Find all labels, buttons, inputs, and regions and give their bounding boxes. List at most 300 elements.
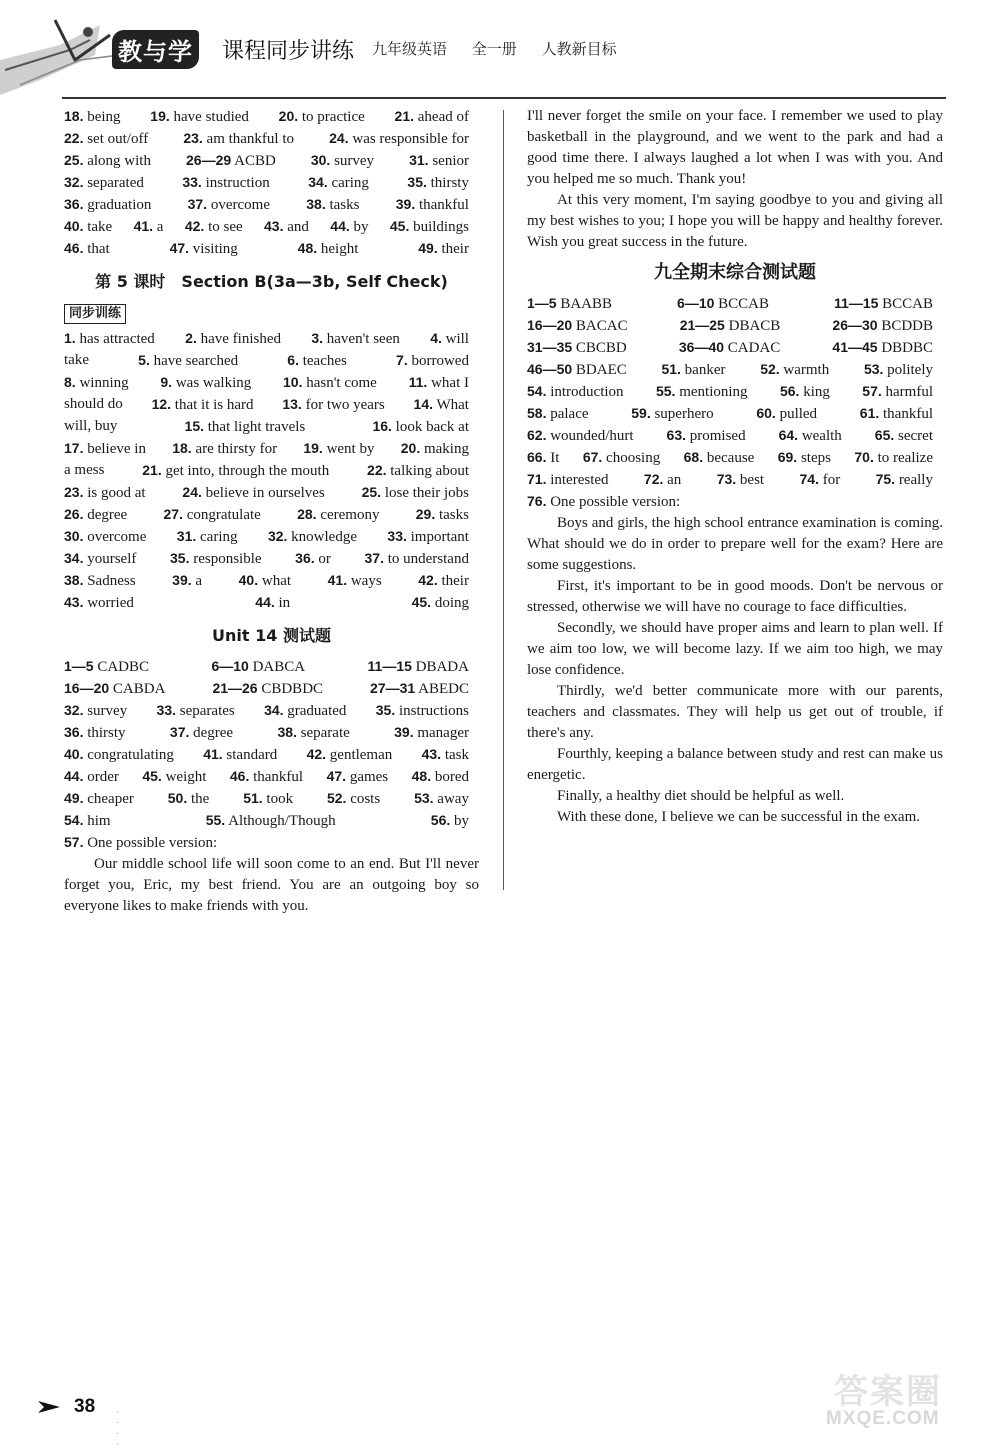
answer-number: 52. bbox=[760, 361, 780, 377]
answer-text: harmful bbox=[885, 384, 933, 400]
answer-number: 32. bbox=[64, 702, 84, 718]
answer-number: 71. bbox=[527, 471, 547, 487]
answer-text: ahead of bbox=[417, 109, 469, 125]
answer-item bbox=[64, 722, 126, 744]
answer-item bbox=[394, 722, 469, 744]
answer-item bbox=[367, 460, 469, 482]
page-number: 38 bbox=[74, 1396, 96, 1417]
answer-text: by bbox=[454, 813, 469, 829]
answer-item bbox=[64, 526, 146, 548]
answer-number: 34. bbox=[308, 174, 328, 190]
answer-item bbox=[327, 788, 380, 810]
answer-number: 30. bbox=[64, 528, 84, 544]
answer-text: BDAEC bbox=[575, 362, 627, 378]
answer-line bbox=[64, 548, 479, 570]
answer-text: being bbox=[87, 109, 121, 125]
answer-item bbox=[327, 766, 389, 788]
answer-number: 44. bbox=[330, 218, 350, 234]
answer-text: BACAC bbox=[575, 318, 628, 334]
answer-item bbox=[152, 394, 254, 416]
answer-item bbox=[311, 150, 374, 172]
answer-number: 35. bbox=[170, 550, 190, 566]
answer-number: 46. bbox=[64, 240, 84, 256]
answer-number: 70. bbox=[854, 449, 874, 465]
answer-number: 37. bbox=[187, 196, 208, 212]
answer-text: should do bbox=[64, 396, 123, 412]
answer-text: making bbox=[423, 441, 469, 457]
answer-item bbox=[150, 106, 249, 128]
answer-number: 10. bbox=[283, 374, 303, 390]
answer-text: superhero bbox=[654, 406, 714, 422]
answer-item bbox=[64, 678, 165, 700]
watermark-url: MXQE.COM bbox=[826, 1408, 940, 1429]
answer-number: 33. bbox=[387, 528, 407, 544]
answer-item bbox=[372, 416, 469, 438]
answer-text: ABEDC bbox=[418, 681, 469, 697]
answer-line bbox=[527, 337, 943, 359]
answer-item bbox=[412, 592, 469, 614]
answer-item bbox=[177, 526, 238, 548]
answer-number: 5. bbox=[138, 352, 150, 368]
answer-item bbox=[277, 722, 349, 744]
answer-number: 42. bbox=[306, 746, 327, 762]
answer-number: 32. bbox=[267, 528, 288, 544]
answer-item bbox=[414, 788, 469, 810]
essay2-label bbox=[527, 491, 943, 513]
answer-number: 31. bbox=[176, 528, 197, 544]
answer-line bbox=[64, 172, 479, 194]
essay-paragraph-continued: I'll never forget the smile on your face. I remember we used to play basketball in the playground, and we went to the park and had a good time there. I always laughed a lot when I was with you. And you helped me so much. Thank you! bbox=[527, 108, 943, 187]
answer-number: 16—20 bbox=[527, 317, 573, 333]
answer-item bbox=[188, 194, 270, 216]
answer-number: 39. bbox=[395, 196, 416, 212]
answer-number: 49. bbox=[64, 790, 84, 806]
answer-item bbox=[282, 394, 384, 416]
answer-text: borrowed bbox=[411, 353, 469, 369]
answer-item bbox=[583, 447, 660, 469]
answer-number: 40. bbox=[64, 218, 84, 234]
answer-text: take bbox=[87, 219, 113, 235]
answer-text: ways bbox=[350, 573, 382, 589]
answer-text: separated bbox=[87, 175, 144, 191]
answer-text: steps bbox=[800, 450, 831, 466]
answer-number: 34. bbox=[264, 702, 284, 718]
answer-item bbox=[297, 504, 379, 526]
answer-item bbox=[677, 293, 769, 315]
answer-item bbox=[414, 394, 469, 416]
answer-item bbox=[407, 172, 469, 194]
answer-item bbox=[185, 416, 306, 438]
answer-number: 35. bbox=[407, 174, 427, 190]
answer-item bbox=[170, 722, 233, 744]
answer-text: instruction bbox=[205, 175, 270, 191]
answer-item bbox=[412, 766, 469, 788]
answer-item bbox=[64, 128, 148, 150]
answer-text: have searched bbox=[153, 353, 239, 369]
answer-item bbox=[172, 438, 277, 460]
essay-paragraph: Secondly, we should have proper aims and learn to plan well. If we aim too low, we will become lazy. If we aim too high, we may lose confidence. bbox=[527, 620, 943, 678]
footer-dots: · · · · bbox=[116, 1406, 124, 1450]
answer-text: that it is hard bbox=[174, 397, 254, 413]
answer-text: haven't seen bbox=[326, 331, 400, 347]
answer-number: 34. bbox=[64, 550, 84, 566]
answer-number: 63. bbox=[666, 427, 687, 443]
answer-item bbox=[779, 425, 842, 447]
answer-item bbox=[64, 194, 151, 216]
answer-item bbox=[172, 570, 202, 592]
answer-text: standard bbox=[226, 747, 278, 763]
answer-number: 35. bbox=[375, 702, 396, 718]
answer-item bbox=[860, 403, 933, 425]
answer-item bbox=[527, 403, 589, 425]
answer-item bbox=[64, 504, 127, 526]
answer-text: doing bbox=[434, 595, 469, 611]
answer-text: tasks bbox=[329, 197, 360, 213]
answer-line bbox=[64, 238, 479, 260]
answer-text: important bbox=[410, 529, 469, 545]
answer-number: 62. bbox=[527, 427, 547, 443]
answer-number: 61. bbox=[859, 405, 880, 421]
answer-item bbox=[64, 394, 123, 416]
answer-text: separate bbox=[300, 725, 350, 741]
answer-text: and bbox=[287, 219, 309, 235]
answer-text: was walking bbox=[175, 375, 252, 391]
answer-text: went by bbox=[326, 441, 375, 457]
answer-text: him bbox=[87, 813, 111, 829]
answer-item bbox=[64, 656, 149, 678]
answer-item bbox=[185, 216, 243, 238]
answer-item bbox=[862, 381, 933, 403]
answer-text: palace bbox=[550, 406, 589, 422]
answer-number: 19. bbox=[303, 440, 323, 456]
answer-number: 53. bbox=[414, 790, 434, 806]
answer-text: secret bbox=[898, 428, 933, 444]
edition: 人教新目标 bbox=[541, 40, 617, 58]
answer-text: set out/off bbox=[87, 131, 149, 147]
answer-text: introduction bbox=[550, 384, 624, 400]
answer-item bbox=[307, 744, 393, 766]
answer-text: get into, through the mouth bbox=[165, 463, 330, 479]
answer-number: 27—31 bbox=[370, 680, 416, 696]
answer-line bbox=[64, 372, 479, 394]
answer-number: 21—25 bbox=[679, 317, 725, 333]
answer-item bbox=[717, 469, 764, 491]
answer-item bbox=[279, 106, 365, 128]
answer-text: games bbox=[349, 769, 389, 785]
answer-number: 13. bbox=[282, 396, 302, 412]
answer-number: 18. bbox=[172, 440, 192, 456]
essay-label bbox=[64, 832, 479, 854]
answer-number: 25. bbox=[64, 152, 84, 168]
answer-item bbox=[876, 469, 933, 491]
answer-item bbox=[64, 416, 117, 438]
answer-number: 29. bbox=[415, 506, 436, 522]
answers-block-final-test bbox=[527, 293, 943, 491]
answer-number: 11—15 bbox=[367, 658, 412, 674]
answer-item bbox=[644, 469, 681, 491]
answer-number: 8. bbox=[64, 374, 76, 390]
answer-item bbox=[64, 788, 134, 810]
answer-number: 43. bbox=[64, 594, 84, 610]
answer-item bbox=[255, 592, 290, 614]
answer-text: congratulate bbox=[186, 507, 261, 523]
answer-item bbox=[64, 172, 144, 194]
answer-number: 53. bbox=[863, 361, 884, 377]
answer-number: 14. bbox=[413, 396, 433, 412]
answer-item bbox=[667, 425, 746, 447]
answer-item bbox=[396, 194, 469, 216]
answer-item bbox=[160, 372, 251, 394]
answer-item bbox=[268, 526, 357, 548]
answer-item bbox=[431, 810, 469, 832]
answer-item bbox=[661, 359, 725, 381]
answer-number: 26—29 bbox=[186, 152, 232, 168]
answer-number: 41—45 bbox=[832, 339, 878, 355]
answer-text: CADAC bbox=[727, 340, 781, 356]
answer-item bbox=[182, 172, 269, 194]
section-title-lesson5: 第 5 课时 Section B(3a—3b, Self Check) bbox=[95, 272, 448, 291]
answer-item bbox=[362, 482, 469, 504]
answer-line bbox=[527, 315, 943, 337]
answer-number: 45. bbox=[389, 218, 410, 234]
answer-text: the bbox=[190, 791, 210, 807]
answer-text: for bbox=[822, 472, 841, 488]
answer-text: in bbox=[278, 595, 291, 611]
answer-line bbox=[64, 810, 479, 832]
essay-paragraph: First, it's important to be in good moods. Don't be nervous or stressed, otherwise we will have no courage to face difficulties. bbox=[527, 578, 943, 615]
answer-text: warmth bbox=[783, 362, 830, 378]
answer-text: gentleman bbox=[329, 747, 393, 763]
answer-item bbox=[760, 359, 829, 381]
answer-item bbox=[186, 150, 276, 172]
answer-number: 39. bbox=[394, 724, 414, 740]
answer-number: 55. bbox=[205, 812, 226, 828]
answer-line bbox=[527, 469, 943, 491]
answer-item bbox=[832, 337, 933, 359]
answer-item bbox=[168, 788, 210, 810]
answer-number: 66. bbox=[527, 449, 547, 465]
answer-number: 74. bbox=[799, 471, 819, 487]
answer-number: 6—10 bbox=[677, 295, 715, 311]
answer-item bbox=[368, 656, 469, 678]
answer-item bbox=[527, 337, 627, 359]
answer-text: for two years bbox=[305, 397, 385, 413]
answer-text: CABDA bbox=[112, 681, 166, 697]
answer-text: wounded/hurt bbox=[550, 428, 634, 444]
answer-number: 1—5 bbox=[527, 295, 557, 311]
answer-item bbox=[854, 447, 933, 469]
answer-text: will bbox=[445, 331, 469, 347]
answer-text: CBCBD bbox=[575, 340, 627, 356]
answer-number: 45. bbox=[142, 768, 162, 784]
answer-text: It bbox=[550, 450, 560, 466]
answer-number: 41. bbox=[203, 746, 223, 762]
answer-item bbox=[157, 700, 235, 722]
answer-line bbox=[64, 128, 479, 150]
essay-paragraph-closing: At this very moment, I'm saying goodbye to you and giving all my best wishes to you; I hope you will be happy and healthy forever. Wish you great success in the future. bbox=[527, 192, 943, 250]
answer-number: 26. bbox=[64, 506, 84, 522]
answer-number: 25. bbox=[361, 484, 382, 500]
answer-text: that light travels bbox=[207, 419, 306, 435]
essay2-label-number: 76. bbox=[527, 493, 547, 509]
answer-line bbox=[527, 403, 943, 425]
answer-item bbox=[832, 315, 933, 337]
answer-number: 7. bbox=[396, 352, 408, 368]
answer-item bbox=[211, 656, 305, 678]
answer-item bbox=[311, 328, 400, 350]
answer-line bbox=[64, 592, 479, 614]
answer-line bbox=[64, 194, 479, 216]
answer-line bbox=[527, 381, 943, 403]
answer-item bbox=[756, 403, 817, 425]
answer-line bbox=[64, 656, 479, 678]
answer-line bbox=[527, 359, 943, 381]
answer-text: order bbox=[87, 769, 119, 785]
answer-number: 42. bbox=[418, 572, 438, 588]
answer-text: overcome bbox=[210, 197, 270, 213]
answer-number: 58. bbox=[527, 405, 547, 421]
answer-text: what I bbox=[431, 375, 469, 391]
answer-number: 24. bbox=[182, 484, 202, 500]
answer-text: separates bbox=[179, 703, 235, 719]
answer-item bbox=[64, 150, 151, 172]
answer-item bbox=[864, 359, 933, 381]
answer-item bbox=[64, 328, 155, 350]
essay2-label-text: One possible version: bbox=[550, 494, 681, 510]
answer-text: thirsty bbox=[87, 725, 126, 741]
answer-text: what bbox=[261, 573, 292, 589]
answer-item bbox=[206, 810, 336, 832]
answer-text: thankful bbox=[418, 197, 469, 213]
answer-item bbox=[527, 381, 624, 403]
answer-text: promised bbox=[689, 428, 746, 444]
essay2-body bbox=[527, 513, 943, 828]
answer-text: buildings bbox=[413, 219, 469, 235]
answer-text: ceremony bbox=[320, 507, 380, 523]
answer-text: their bbox=[441, 241, 469, 257]
answer-line bbox=[64, 460, 479, 482]
answer-text: cheaper bbox=[87, 791, 134, 807]
answer-number: 31. bbox=[409, 152, 429, 168]
answer-text: weight bbox=[165, 769, 207, 785]
answer-line bbox=[64, 438, 479, 460]
answer-item bbox=[527, 315, 628, 337]
answer-text: BCCAB bbox=[882, 296, 933, 312]
essay-label-text: One possible version: bbox=[87, 835, 218, 851]
answer-text: that bbox=[87, 241, 110, 257]
answer-text: a mess bbox=[64, 462, 105, 478]
answer-item bbox=[170, 238, 238, 260]
answer-line bbox=[64, 570, 479, 592]
answer-item bbox=[64, 810, 111, 832]
answer-text: look back at bbox=[395, 419, 469, 435]
answer-item bbox=[875, 425, 933, 447]
answer-number: 39. bbox=[172, 572, 192, 588]
answer-text: BCCAB bbox=[718, 296, 769, 312]
answer-text: best bbox=[739, 472, 765, 488]
answer-item bbox=[64, 216, 112, 238]
answer-item bbox=[308, 172, 369, 194]
answer-text: ACBD bbox=[234, 153, 276, 169]
answer-item bbox=[64, 744, 174, 766]
answer-item bbox=[527, 359, 627, 381]
answer-line bbox=[64, 328, 479, 350]
answer-text: believe in bbox=[87, 441, 146, 457]
answer-line bbox=[64, 722, 479, 744]
answer-text: bored bbox=[434, 769, 469, 785]
answer-number: 65. bbox=[874, 427, 895, 443]
answer-text: hasn't come bbox=[306, 375, 377, 391]
answer-item bbox=[395, 106, 469, 128]
answer-number: 11—15 bbox=[834, 295, 879, 311]
answer-item bbox=[390, 216, 469, 238]
answer-line bbox=[64, 150, 479, 172]
answer-number: 38. bbox=[306, 196, 326, 212]
answer-number: 11. bbox=[408, 374, 428, 390]
answer-number: 37. bbox=[169, 724, 190, 740]
answer-text: senior bbox=[432, 153, 469, 169]
answer-text: have studied bbox=[173, 109, 249, 125]
answer-text: mentioning bbox=[679, 384, 748, 400]
arrow-right-icon bbox=[38, 1400, 62, 1414]
answer-item bbox=[680, 315, 781, 337]
answer-item bbox=[239, 570, 291, 592]
answer-number: 22. bbox=[367, 462, 387, 478]
answer-line bbox=[527, 425, 943, 447]
answer-text: by bbox=[353, 219, 369, 235]
answer-number: 43. bbox=[264, 218, 284, 234]
answer-text: height bbox=[320, 241, 359, 257]
answer-text: caring bbox=[200, 529, 238, 545]
answer-number: 36. bbox=[295, 550, 315, 566]
answer-number: 42. bbox=[184, 218, 205, 234]
answer-text: to realize bbox=[877, 450, 933, 466]
answer-number: 23. bbox=[64, 484, 84, 500]
answer-text: pulled bbox=[779, 406, 818, 422]
answer-text: or bbox=[318, 551, 331, 567]
answer-item bbox=[183, 128, 294, 150]
answer-item bbox=[418, 570, 469, 592]
answer-text: because bbox=[706, 450, 755, 466]
answer-text: along with bbox=[87, 153, 151, 169]
answer-text: visiting bbox=[192, 241, 238, 257]
answer-number: 12. bbox=[151, 396, 172, 412]
answer-item bbox=[401, 438, 469, 460]
answer-item bbox=[264, 700, 346, 722]
answer-text: worried bbox=[87, 595, 134, 611]
section-title-unit14: Unit 14 测试题 bbox=[212, 626, 331, 645]
answer-number: 4. bbox=[430, 330, 442, 346]
essay-paragraph: Our middle school life will soon come to an end. But I'll never forget you, Eric, my best friend. You are an outgoing boy so everyone likes to make friends with you. bbox=[64, 856, 479, 914]
answer-number: 2. bbox=[185, 330, 197, 346]
answer-number: 6. bbox=[287, 352, 299, 368]
answer-text: believe in ourselves bbox=[205, 485, 325, 501]
answer-number: 32. bbox=[64, 174, 84, 190]
answer-item bbox=[329, 128, 469, 150]
answer-item bbox=[409, 150, 469, 172]
answer-item bbox=[64, 350, 89, 372]
answer-number: 37. bbox=[364, 550, 384, 566]
answer-number: 16. bbox=[372, 418, 392, 434]
answer-text: DBADA bbox=[415, 659, 469, 675]
answer-line bbox=[64, 788, 479, 810]
answer-item bbox=[243, 788, 293, 810]
answer-item bbox=[799, 469, 840, 491]
answer-text: wealth bbox=[801, 428, 842, 444]
answer-number: 43. bbox=[421, 746, 442, 762]
answer-number: 23. bbox=[183, 130, 203, 146]
answer-number: 41. bbox=[133, 218, 154, 234]
